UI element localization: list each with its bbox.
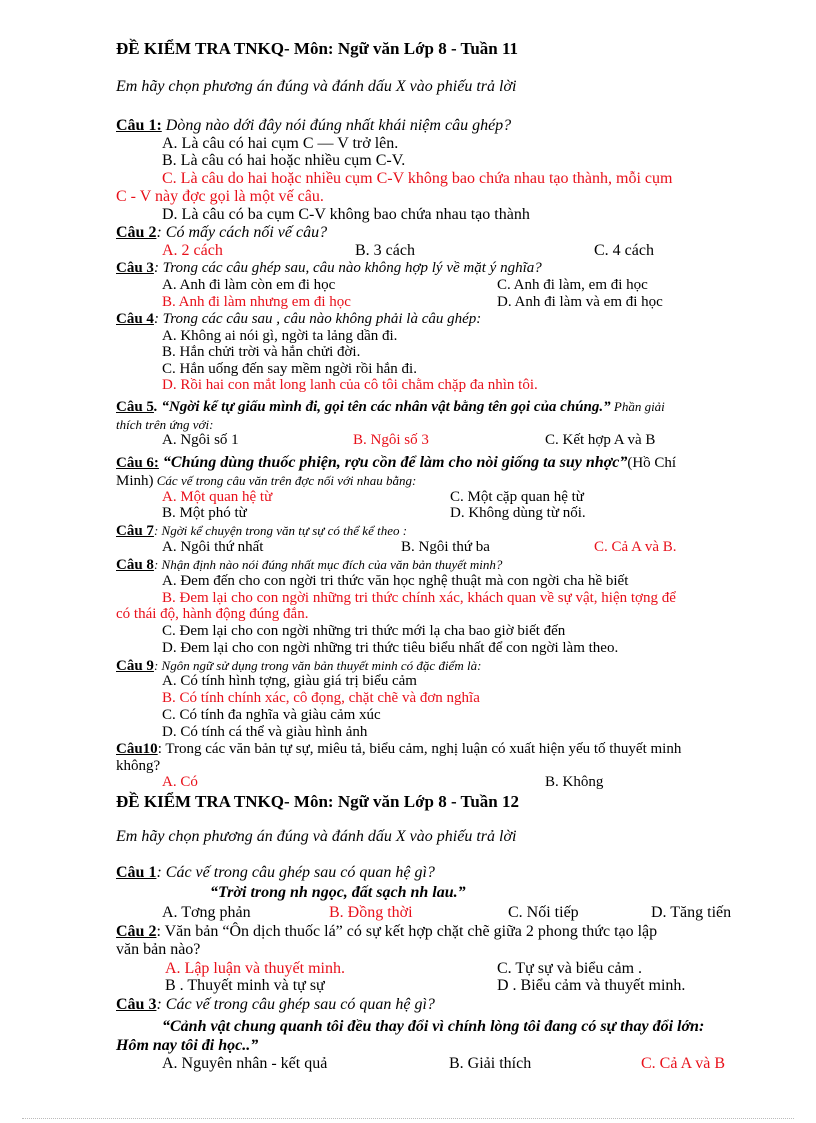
- question-10-line2: không?: [116, 758, 161, 774]
- question-label: Câu 2: [116, 224, 157, 241]
- option-a-answer: A. Lập luận và thuyết minh.: [165, 960, 345, 977]
- option-d: D. Có tính cá thể và giàu hình ảnh: [162, 724, 368, 740]
- question-text-tail: Phần giải: [610, 399, 665, 414]
- instruction-week11: Em hãy chọn phương án đúng và đánh dấu X vào phiếu trả lời: [116, 78, 517, 95]
- option-c-answer: C. Cả A và B: [641, 1055, 726, 1072]
- option-c: C. Một cặp quan hệ từ: [450, 489, 584, 505]
- question-2-week12: [116, 923, 657, 940]
- option-a: A. Anh đi làm còn em đi học: [162, 277, 336, 293]
- question-1-week12: [116, 864, 435, 881]
- question-5-week11: [116, 398, 665, 416]
- option-a: A. Là câu có hai cụm C — V trở lên.: [162, 135, 399, 152]
- option-a-answer: A. Một quan hệ từ: [162, 489, 273, 505]
- test-title-week11: ĐỀ KIỂM TRA TNKQ- Môn: Ngữ văn Lớp 8 - Tuần 11: [116, 39, 519, 58]
- option-c: C. Tự sự và biểu cảm .: [497, 960, 643, 977]
- question-4-week11: [116, 311, 481, 328]
- question-text: : Trong các văn bản tự sự, miêu tả, biểu cảm, nghị luận có xuất hiện yếu tố thuyết minh: [157, 741, 682, 757]
- question-6-week11: [116, 454, 676, 472]
- option-c: C. Kết hợp A và B: [545, 432, 656, 448]
- question-1-week11: [116, 117, 511, 134]
- question-label: Câu 2: [116, 923, 157, 940]
- option-c-answer: C. Là câu do hai hoặc nhiều cụm C-V không bao chứa nhau tạo thành, mỗi cụm: [162, 170, 673, 187]
- option-b: B. Giải thích: [449, 1055, 532, 1072]
- question-text: : Trong các câu ghép sau, câu nào không hợp lý về mặt ý nghĩa?: [153, 260, 542, 276]
- question-text: “Chúng dùng thuốc phiện, rợu cồn để làm cho nòi giống ta suy nhợc”: [158, 454, 628, 471]
- question-label: Câu 7: [116, 523, 154, 539]
- option-b-answer: B. Ngôi số 3: [353, 432, 429, 448]
- option-b: B. Ngôi thứ ba: [401, 539, 490, 555]
- question-text: : Ngời kể chuyện trong văn tự sự có thể kể theo :: [153, 523, 408, 538]
- question-source: Minh): [116, 473, 154, 489]
- question-text: : Có mấy cách nối vế câu?: [156, 224, 328, 241]
- question-5-line2: thích trên ứng với:: [116, 417, 214, 432]
- question-label: Câu 3: [116, 996, 157, 1013]
- page-bottom-divider: [22, 1118, 794, 1119]
- option-a-answer: A. 2 cách: [162, 242, 223, 259]
- question-label: Câu 6:: [116, 455, 159, 471]
- option-a: A. Nguyên nhân - kết quả: [162, 1055, 328, 1072]
- question-text-tail: (Hồ Chí: [627, 455, 677, 471]
- option-c: C. Đem lại cho con ngời những tri thức mới lạ cha bao giờ biết đến: [162, 623, 566, 639]
- option-d-answer: D. Rồi hai con mắt long lanh của cô tôi chằm chặp đa nhìn tôi.: [162, 377, 538, 393]
- option-b-answer: B. Có tính chính xác, cô đọng, chặt chẽ và đơn nghĩa: [162, 690, 480, 706]
- question-6-line2: [116, 472, 416, 490]
- question-10-week11: [116, 741, 681, 758]
- option-a: A. Không ai nói gì, ngời ta lảng dần đi.: [162, 328, 398, 344]
- test-title-week12: ĐỀ KIỂM TRA TNKQ- Môn: Ngữ văn Lớp 8 - Tuần 12: [116, 792, 519, 811]
- question-7-week11: [116, 522, 407, 540]
- option-c: C. Hắn uống đến say mềm ngời rồi hắn đi.: [162, 361, 417, 377]
- question-2-line2: văn bản nào?: [116, 941, 201, 958]
- option-b-answer: B. Đồng thời: [329, 904, 413, 921]
- option-c: C. Nối tiếp: [508, 904, 579, 921]
- question-2-week11: [116, 224, 327, 241]
- question-label: Câu 8: [116, 557, 154, 573]
- question-label: Câu 1: [116, 864, 157, 881]
- question-8-week11: [116, 556, 502, 574]
- instruction-week12: Em hãy chọn phương án đúng và đánh dấu X vào phiếu trả lời: [116, 828, 517, 845]
- option-a: A. Ngôi thứ nhất: [162, 539, 264, 555]
- option-b: B . Thuyết minh và tự sự: [165, 977, 325, 994]
- option-c-answer-cont: C - V này đợc gọi là một vế câu.: [116, 188, 324, 205]
- option-d: D . Biểu cảm và thuyết minh.: [497, 977, 686, 994]
- option-d: D. Không dùng từ nối.: [450, 505, 586, 521]
- option-b: B. Một phó từ: [162, 505, 247, 521]
- option-c: C. Anh đi làm, em đi học: [497, 277, 648, 293]
- option-a: A. Ngôi số 1: [162, 432, 239, 448]
- question-text: . “Ngời kể tự giấu mình đi, gọi tên các nhân vật bằng tên gọi của chúng.”: [153, 399, 611, 415]
- option-b: B. Không: [545, 774, 604, 790]
- question-label: Câu 1:: [116, 117, 162, 134]
- option-d: D. Tăng tiến: [651, 904, 732, 921]
- option-b: B. Là câu có hai hoặc nhiều cụm C-V.: [162, 152, 406, 169]
- option-d: D. Đem lại cho con ngời những tri thức tiêu biểu nhất để con ngời làm theo.: [162, 640, 619, 656]
- option-a: A. Có tính hình tợng, giàu giá trị biểu cảm: [162, 673, 417, 689]
- option-a: A. Đem đến cho con ngời tri thức văn học nghệ thuật mà con ngời cha hề biết: [162, 573, 629, 589]
- question-text: : Các vế trong câu ghép sau có quan hệ gì?: [156, 864, 435, 881]
- question-text: : Nhận định nào nói đúng nhất mục đích của văn bản thuyết minh?: [153, 557, 503, 572]
- option-c: C. 4 cách: [594, 242, 654, 259]
- option-b-answer-cont: có thái độ, hành động đúng đắn.: [116, 606, 309, 622]
- question-label: Câu10: [116, 741, 158, 757]
- option-a: A. Tơng phản: [162, 904, 251, 921]
- question-text-cont: Các vế trong câu văn trên đợc nối với nhau bằng:: [153, 473, 417, 488]
- question-3-week11: [116, 260, 542, 277]
- option-a-answer: A. Có: [162, 774, 198, 790]
- option-b: B. 3 cách: [355, 242, 415, 259]
- question-label: Câu 3: [116, 260, 154, 276]
- quoted-sentence: “Cảnh vật chung quanh tôi đều thay đổi vì chính lòng tôi đang có sự thay đổi lớn:: [162, 1018, 705, 1035]
- question-label: Câu 4: [116, 311, 154, 327]
- quoted-sentence-cont: Hôm nay tôi đi học..”: [116, 1037, 259, 1054]
- option-c: C. Có tính đa nghĩa và giàu cảm xúc: [162, 707, 381, 723]
- option-b: B. Hắn chửi trời và hắn chửi đời.: [162, 344, 361, 360]
- question-text: Dòng nào dới đây nói đúng nhất khái niệm câu ghép?: [161, 117, 512, 134]
- option-b-answer: B. Anh đi làm nhưng em đi học: [162, 294, 351, 310]
- option-d: D. Là câu có ba cụm C-V không bao chứa nhau tạo thành: [162, 206, 530, 223]
- question-text: : Ngôn ngữ sử dụng trong văn bản thuyết minh có đặc điểm là:: [153, 658, 482, 673]
- option-d: D. Anh đi làm và em đi học: [497, 294, 663, 310]
- question-text: : Trong các câu sau , câu nào không phải là câu ghép:: [153, 311, 482, 327]
- question-label: Câu 5: [116, 399, 154, 415]
- option-c-answer: C. Cả A và B.: [594, 539, 677, 555]
- question-text: : Các vế trong câu ghép sau có quan hệ gì?: [156, 996, 435, 1013]
- option-b-answer: B. Đem lại cho con ngời những tri thức chính xác, khách quan về sự vật, hiện tợng để: [162, 590, 676, 606]
- question-3-week12: [116, 996, 435, 1013]
- question-label: Câu 9: [116, 658, 154, 674]
- quoted-sentence: “Trời trong nh ngọc, đất sạch nh lau.”: [210, 884, 466, 901]
- question-text: : Văn bản “Ôn dịch thuốc lá” có sự kết hợp chặt chẽ giữa 2 phong thức tạo lập: [156, 923, 658, 940]
